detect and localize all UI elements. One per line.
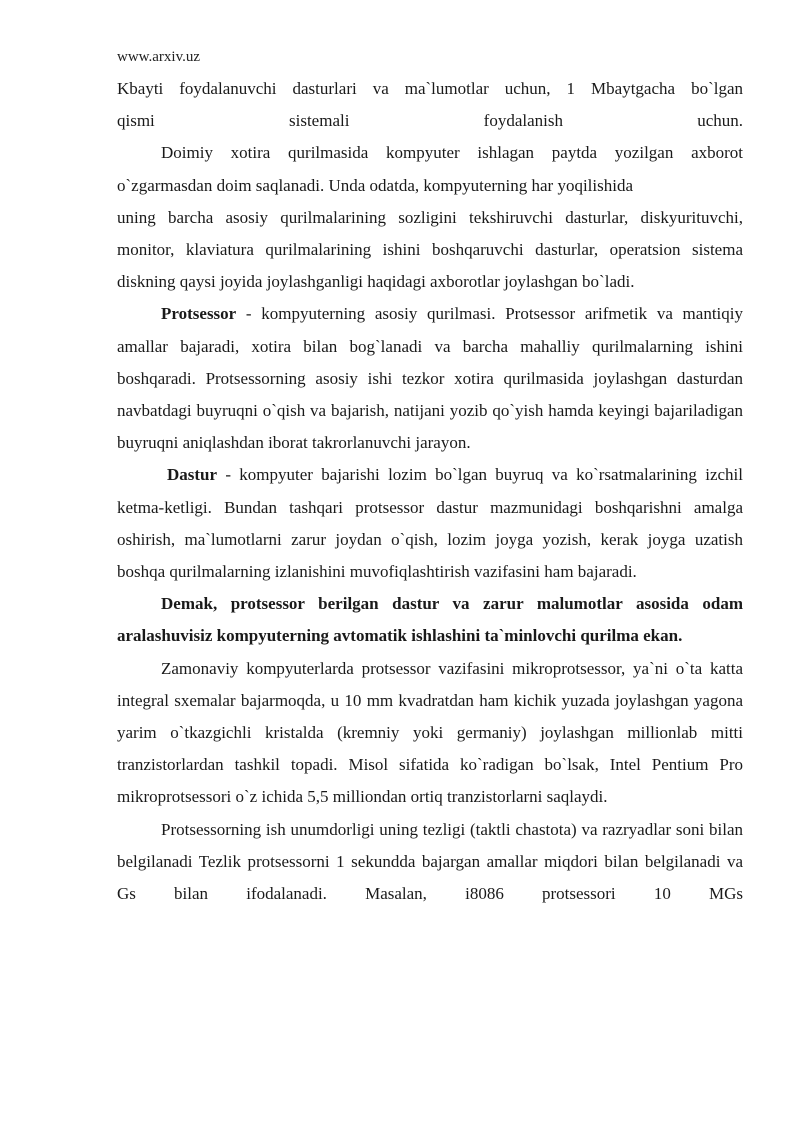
paragraph-ish-unumdorligi: Protsessorning ish unumdorligi uning tezligi (taktli chastota) va razryadlar soni bilan belgilanadi Tezlik protsessorni 1 sekundda bajargan amallar miqdori bilan belgilanadi va Gs bilan ifodalanadi. Masalan, i8086 protsessori 10 MGs (117, 819, 743, 904)
document-body (117, 73, 743, 910)
paragraph-dastur-text: - kompyuter bajarishi lozim bo`lgan buyruq va ko`rsatmalarining izchil ketma-ketligi. Bundan tashqari protsessor dastur mazmunidagi boshqarishni amalga oshirish, ma`lumotlarni zarur joydan o`qish, lozim joyga yozish, kerak joyga uzatish boshqa qurilmalarning izlanishini muvofiqlashtirish vazifasini ham bajaradi. (117, 465, 743, 582)
paragraph-dastur (117, 459, 743, 588)
paragraph-demak-conclusion: Demak, protsessor berilgan dastur va zarur malumotlar asosida odam aralashuvisiz kompyuterning avtomatik ishlashini ta`minlovchi qurilma ekan. (117, 594, 743, 646)
paragraph-doimiy-xotira-continued: uning barcha asosiy qurilmalarining sozligini tekshiruvchi dasturlar, diskyurituvchi, monitor, klaviatura qurilmalarining ishini boshqaruvchi dasturlar, operatsion sistema diskning qaysi joyida joylashganligi haqidagi axborotlar joylashgan bo`ladi. (117, 207, 743, 292)
site-header: www.arxiv.uz (117, 49, 201, 65)
paragraph-doimiy-xotira-part1: Doimiy xotira qurilmasida kompyuter ishlagan paytda yozilgan axborot o`zgarmasdan doim saqlanadi. Unda odatda, kompyuterning har yoqilishida (117, 143, 743, 195)
term-dastur: Dastur (167, 465, 218, 485)
paragraph-continuation-line2: qismi sistemali foydalanish uchun. (117, 111, 743, 131)
paragraph-continuation-line1: Kbayti foydalanuvchi dasturlari va ma`lumotlar uchun, 1 Mbaytgacha bo`lgan (117, 79, 743, 98)
paragraph-protsessor-text: - kompyuterning asosiy qurilmasi. Protsessor arifmetik va mantiqiy amallar bajaradi, xotira bilan bog`lanadi va barcha mahalliy qurilmalarning ishini boshqaradi. Protsessorning asosiy ishi tezkor xotira qurilmasida joylashgan dasturdan navbatdagi buyruqni o`qish va bajarish, natijani yozib qo`yish hamda keyingi bajariladigan buyruqni aniqlashdan iborat takrorlanuvchi jarayon. (117, 304, 743, 453)
paragraph-zamonaviy: Zamonaviy kompyuterlarda protsessor vazifasini mikroprotsessor, ya`ni o`ta katta integral sxemalar bajarmoqda, u 10 mm kvadratdan ham kichik yuzada joylashgan yagona yarim o`tkazgichli kristalda (kremniy yoki germaniy) joylashgan millionlab mitti tranzistorlardan tashkil topadi. Misol sifatida ko`radigan bo`lsak, Intel Pentium Pro mikroprotsessori o`z ichida 5,5 milliondan ortiq tranzistorlarni saqlaydi. (117, 658, 743, 807)
term-protsessor: Protsessor (161, 304, 237, 324)
paragraph-doimiy-xotira (117, 137, 743, 201)
paragraph-protsessor (117, 298, 743, 459)
